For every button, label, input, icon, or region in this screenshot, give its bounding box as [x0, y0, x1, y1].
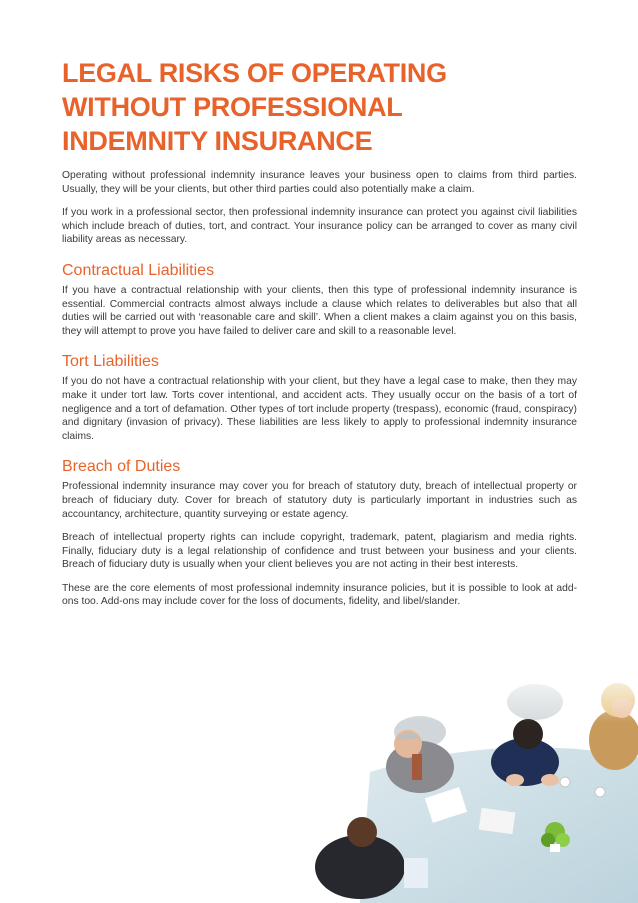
meeting-photo [300, 662, 638, 903]
section-heading-breach: Breach of Duties [62, 458, 181, 476]
article [62, 56, 577, 619]
breach-paragraph-2: Breach of intellectual property rights can include copyright, trademark, patent, plagiarism and media rights. Finally, fiduciary duty is a legal relationship of confidence and trust between your business and your clients. Breach of fiduciary duty is usually when your client believes you are not acting in their best interests. [62, 532, 577, 571]
page-title [62, 56, 577, 158]
title-line-2: WITHOUT PROFESSIONAL [62, 92, 403, 122]
section-heading-tort: Tort Liabilities [62, 353, 159, 371]
breach-paragraph-1: Professional indemnity insurance may cover you for breach of statutory duty, breach of intellectual property or breach of fiduciary duty. Cover for breach of statutory duty is particularly important in industries such as accountancy, architecture, quantity surveying or estate agency. [62, 481, 577, 520]
contractual-paragraph: If you have a contractual relationship with your clients, then this type of professional indemnity insurance is essential. Commercial contracts almost always include a clause which relates to deliverables but also that all duties will be carried out with ‘reasonable care and skill’. When a client makes a claim against you on this basis, they will attempt to prove you have failed to deliver care and skill to a reasonable level. [62, 284, 577, 337]
title-line-1: LEGAL RISKS OF OPERATING [62, 58, 447, 88]
intro-paragraph-1: Operating without professional indemnity insurance leaves your business open to claims from third parties. Usually, they will be your clients, but other third parties could also potentially make a claim. [62, 170, 577, 195]
tort-paragraph: If you do not have a contractual relationship with your client, but they have a legal case to make, then they may make it under tort law. Torts cover intentional, and accident acts. They usually occur on the basis of a tort of negligence and a tort of defamation. Other types of tort include property (trespass), economic (fraud, conspiracy) and dignitary (invasion of privacy). These liabilities are less likely to apply to professional indemnity insurance claims. [62, 376, 577, 442]
title-line-3: INDEMNITY INSURANCE [62, 126, 373, 156]
intro-paragraph-2: If you work in a professional sector, then professional indemnity insurance can protect you against civil liabilities which include breach of duties, tort, and contract. Your insurance policy can be arranged to cover as many civil liability areas as necessary. [62, 207, 577, 246]
section-heading-contractual: Contractual Liabilities [62, 261, 215, 279]
breach-paragraph-3: These are the core elements of most professional indemnity insurance policies, but it is possible to look at add-ons too. Add-ons may include cover for the loss of documents, fidelity, and libel/slander. [62, 582, 577, 608]
